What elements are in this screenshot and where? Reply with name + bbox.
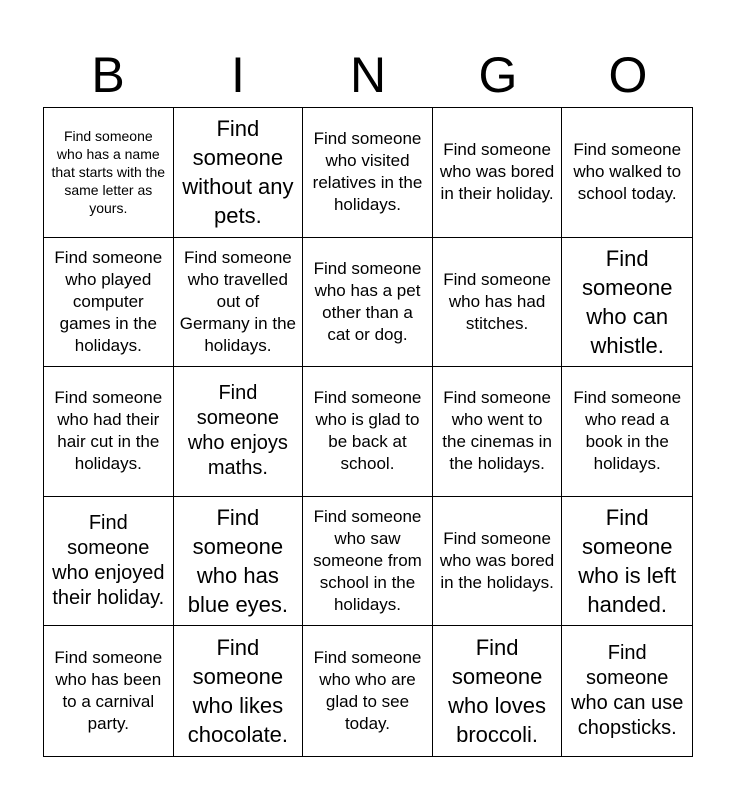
bingo-cell[interactable] [562,108,692,238]
header-letter-n: N [349,47,387,103]
bingo-cell[interactable] [44,108,174,238]
bingo-cell[interactable] [433,497,563,627]
cell-text: Find someone who enjoys maths. [187,382,288,480]
cell-text: Find someone who is glad to be back at school. [313,388,422,474]
bingo-cell[interactable] [562,238,692,368]
cell-text: Find someone who walked to school today. [573,140,682,204]
bingo-card [43,107,693,757]
cell-text: Find someone who has been to a carnival party. [54,648,163,734]
cell-text: Find someone who can use chopsticks. [571,642,684,740]
cell-text: Find someone who visited relatives in the holidays. [312,129,423,215]
bingo-cell[interactable] [433,367,563,497]
bingo-cell[interactable] [303,626,433,756]
cell-text: Find someone who had their hair cut in the holidays. [54,388,163,474]
cell-text: Find someone who played computer games in the holidays. [54,247,163,355]
bingo-cell[interactable] [174,626,304,756]
bingo-header [43,44,693,106]
header-letter-b: B [91,47,125,103]
cell-text: Find someone who enjoyed their holiday. [52,512,165,610]
bingo-cell[interactable] [562,367,692,497]
cell-text: Find someone who was bored in their holiday. [439,140,555,204]
bingo-cell[interactable] [174,238,304,368]
cell-text: Find someone who can whistle. [581,245,673,358]
bingo-cell[interactable] [44,626,174,756]
cell-text: Find someone who loves broccoli. [448,635,547,748]
bingo-cell[interactable] [44,367,174,497]
header-letter-o: O [608,47,648,103]
header-letter-i: I [231,47,245,103]
bingo-cell[interactable] [303,367,433,497]
bingo-cell[interactable] [562,497,692,627]
bingo-cell[interactable] [562,626,692,756]
cell-text: Find someone who saw someone from school in the holidays. [313,507,422,615]
cell-text: Find someone who who are glad to see today. [313,648,422,734]
cell-text: Find someone who is left handed. [578,505,677,618]
bingo-cell[interactable] [303,108,433,238]
cell-text: Find someone who was bored in the holidays. [439,529,555,593]
cell-text: Find someone without any pets. [182,116,294,229]
bingo-cell[interactable] [433,238,563,368]
cell-text: Find someone who read a book in the holidays. [573,388,682,474]
header-letter-g: G [478,47,518,103]
cell-text: Find someone who travelled out of Germany in the holidays. [179,247,296,355]
cell-text: Find someone who likes chocolate. [187,635,289,748]
cell-text: Find someone who went to the cinemas in the holidays. [442,388,552,474]
cell-text: Find someone who has had stitches. [443,269,551,333]
cell-text: Find someone who has a pet other than a cat or dog. [313,258,422,344]
bingo-cell[interactable] [433,626,563,756]
bingo-cell[interactable] [303,238,433,368]
bingo-cell[interactable] [174,367,304,497]
cell-text: Find someone who has blue eyes. [187,505,289,618]
bingo-cell[interactable] [303,497,433,627]
bingo-cell[interactable] [44,497,174,627]
bingo-cell[interactable] [174,108,304,238]
bingo-cell[interactable] [44,238,174,368]
bingo-cell[interactable] [174,497,304,627]
cell-text: Find someone who has a name that starts with the same letter as yours. [51,128,166,217]
bingo-cell[interactable] [433,108,563,238]
